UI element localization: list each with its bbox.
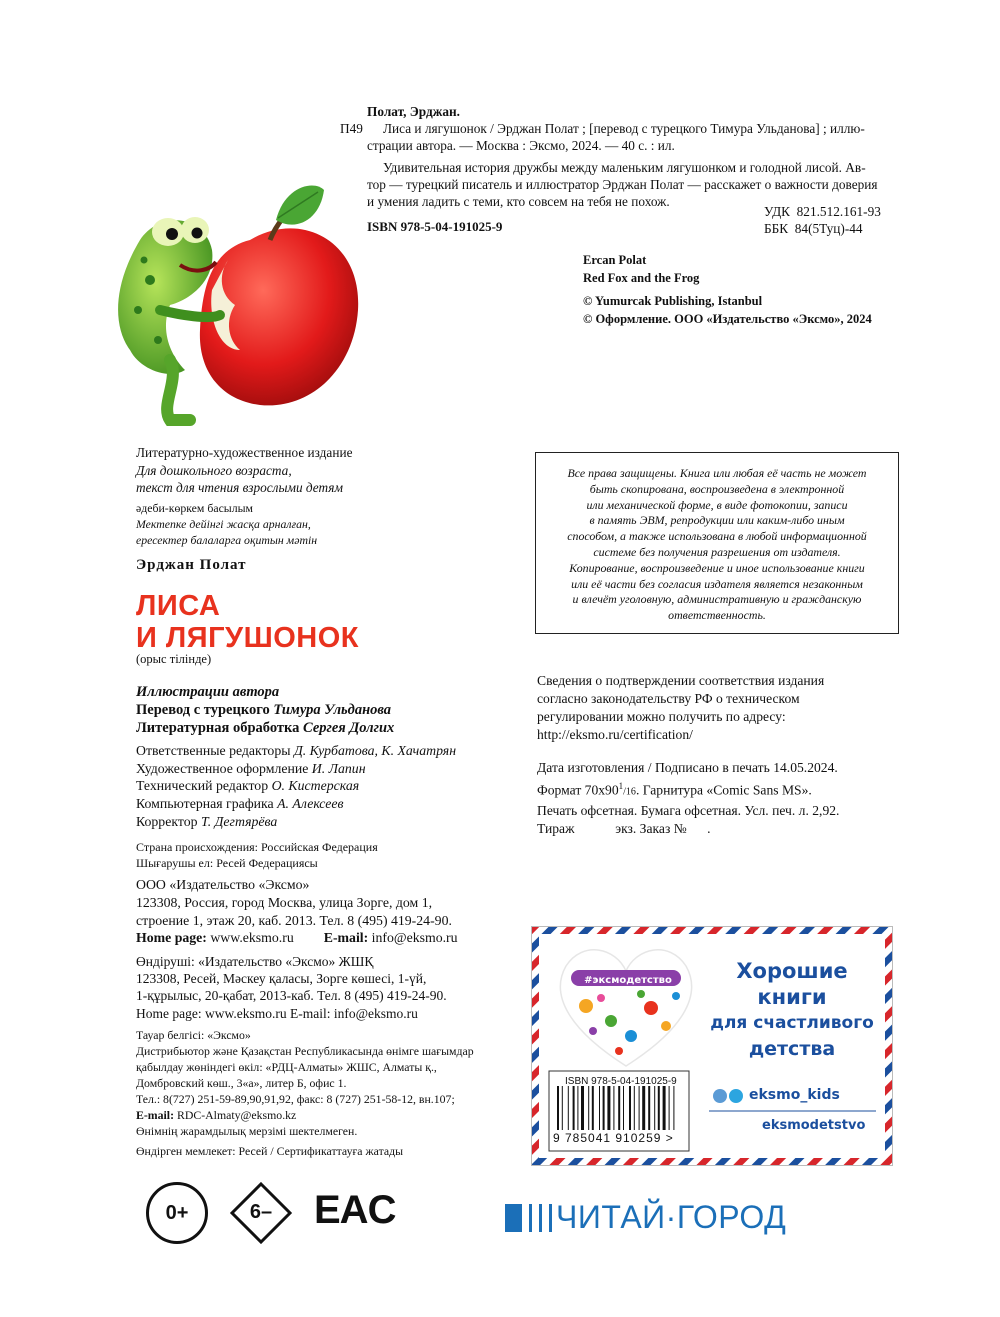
email-label: E-mail: bbox=[323, 930, 369, 946]
biblio-author-heading: Полат, Эрджан. bbox=[367, 104, 460, 119]
kz-publisher-name: Өндіруші: «Издательство «Эксмо» ЖШҚ bbox=[136, 954, 374, 969]
barcode-bar bbox=[629, 1086, 631, 1130]
barcode-bar bbox=[577, 1086, 578, 1130]
copyright-line: © Оформление. ООО «Издательство «Эксмо», 2024 bbox=[583, 311, 872, 326]
print-format bbox=[537, 777, 907, 802]
translation-credit bbox=[136, 701, 394, 719]
distributor-line: Тел.: 8(727) 251-59-89,90,91,92, факс: 8 (727) 251-58-12, вн.107; bbox=[136, 1092, 455, 1106]
book-author: Эрджан Полат bbox=[136, 557, 247, 573]
ad-slogan bbox=[699, 958, 885, 1062]
catalog-code: П49 bbox=[340, 121, 363, 136]
retailer-logo-bar bbox=[529, 1204, 532, 1232]
editing-label: Литературная обработка bbox=[136, 720, 304, 736]
email-link[interactable]: info@eksmo.ru bbox=[368, 930, 458, 946]
staff-role: Художественное оформление bbox=[136, 760, 312, 776]
rights-line: или её части без согласия издателя является незаконным bbox=[571, 576, 863, 591]
barcode-bar bbox=[618, 1086, 620, 1130]
biblio-record-line: Лиса и лягушонок / Эрджан Полат ; [перевод с турецкого Тимура Ульданова] ; иллю- bbox=[383, 121, 865, 136]
barcode-bar bbox=[613, 1086, 614, 1130]
barcode-bar bbox=[642, 1086, 645, 1130]
rights-line: или механической форме, в виде фотокопии, записи bbox=[586, 497, 848, 512]
distributor-block bbox=[136, 1027, 474, 1159]
home-label: Home page: bbox=[136, 930, 207, 946]
barcode-bar bbox=[663, 1086, 666, 1130]
retailer-logo-bar bbox=[539, 1204, 542, 1232]
email-label: E-mail: bbox=[136, 1108, 175, 1122]
staff-role: Корректор bbox=[136, 813, 201, 829]
distributor-line: Дистрибьютор және Қазақстан Республикасында өнімге шағымдар bbox=[136, 1044, 474, 1058]
certification-block bbox=[537, 672, 907, 744]
barcode-bar bbox=[669, 1086, 670, 1130]
print-run: Тираж экз. Заказ № . bbox=[537, 820, 711, 836]
staff-item bbox=[136, 760, 456, 778]
barcode-bar bbox=[648, 1086, 650, 1130]
distributor-email bbox=[136, 1107, 474, 1123]
classification-codes bbox=[764, 203, 881, 237]
barcode-bar bbox=[557, 1086, 559, 1130]
ad-hashtag: #эксмодетство bbox=[584, 975, 672, 986]
slogan-line: Хорошие bbox=[736, 959, 848, 983]
publisher-contacts bbox=[136, 929, 458, 947]
distributor-line: Домбровский көш., 3«а», литер Б, офис 1. bbox=[136, 1076, 347, 1090]
barcode-bar bbox=[568, 1086, 569, 1130]
edition-type: Литературно-художественное издание bbox=[136, 445, 353, 460]
translator-name: Тимура Ульданова bbox=[273, 702, 392, 718]
original-title: Red Fox and the Frog bbox=[583, 270, 700, 285]
barcode-bar bbox=[592, 1086, 594, 1130]
book-title bbox=[136, 590, 359, 654]
certification-line: согласно законодательству РФ о техническом bbox=[537, 691, 800, 706]
biblio-annotation-line: тор — турецкий писатель и иллюстратор Эрджан Полат — расскажет о важности доверия bbox=[367, 177, 878, 192]
isbn-text: ISBN 978-5-04-191025-9 bbox=[367, 219, 503, 234]
rights-line: способом, а также использована в любой информационной bbox=[567, 529, 867, 544]
rights-line: в память ЭВМ, репродукции или каким-либо иным bbox=[589, 513, 845, 528]
edition-age: Для дошкольного возраста, bbox=[136, 462, 292, 478]
format-sup: 1 bbox=[618, 781, 624, 791]
kz-publisher-address: 1-құрылыс, 20-қабат, 2013-каб. Тел. 8 (495) 419-24-90. bbox=[136, 988, 447, 1004]
social-handle-kids[interactable]: eksmo_kids bbox=[749, 1087, 840, 1103]
age-rating-text: 6– bbox=[249, 1201, 273, 1223]
barcode-bar bbox=[607, 1086, 610, 1130]
staff-name: А. Алексеев bbox=[277, 796, 344, 812]
rights-notice bbox=[535, 452, 899, 634]
staff-role: Ответственные редакторы bbox=[136, 743, 294, 758]
editing-credit bbox=[136, 719, 394, 737]
retailer-logo-block bbox=[505, 1204, 522, 1232]
publisher-address: строение 1, этаж 20, каб. 2013. Тел. 8 (495) 419-24-90. bbox=[136, 912, 452, 928]
barcode-bar bbox=[654, 1086, 655, 1130]
staff-name: Т. Дегтярёва bbox=[200, 813, 278, 829]
edition-type-block bbox=[136, 444, 516, 548]
slogan-line: книги bbox=[757, 985, 827, 1009]
certification-line: регулировании можно получить по адресу: bbox=[537, 709, 786, 724]
barcode-bar bbox=[562, 1086, 563, 1130]
rights-line: Все права защищены. Книга или любая её часть не может bbox=[567, 466, 867, 480]
barcode-isbn: ISBN 978-5-04-191025-9 bbox=[565, 1076, 677, 1087]
book-title-line: ЛИСА bbox=[136, 590, 221, 622]
original-edition-info bbox=[583, 252, 872, 328]
staff-item bbox=[136, 795, 456, 813]
print-info-block bbox=[537, 759, 907, 838]
distributor-line: қабылдау жөніндегі өкіл: «РДЦ-Алматы» ЖШС, Алматы қ., bbox=[136, 1060, 437, 1074]
origin-ru: Страна происхождения: Российская Федерация bbox=[136, 840, 378, 854]
certification-line: Сведения о подтверждении соответствия издания bbox=[537, 673, 825, 688]
kz-edition-age: ересектер балаларга оқитын мәтін bbox=[136, 532, 318, 547]
staff-name: О. Кистерская bbox=[271, 778, 360, 794]
format-sub: /16 bbox=[623, 786, 636, 798]
promo-envelope bbox=[531, 926, 893, 1166]
original-author: Ercan Polat bbox=[583, 253, 647, 267]
origin-kz: Шығарушы ел: Ресей Федерациясы bbox=[136, 856, 318, 870]
barcode-bar bbox=[673, 1086, 674, 1130]
rights-line: и влечёт уголовную, административную и гражданскую bbox=[572, 592, 862, 607]
social-handle-detstvo[interactable]: eksmodetstvo bbox=[762, 1118, 866, 1133]
kz-publisher-block bbox=[136, 953, 447, 1022]
barcode-bar bbox=[573, 1086, 575, 1130]
barcode-bar bbox=[581, 1086, 584, 1130]
kz-publisher-contacts: Home page: www.eksmo.ru E-mail: info@eksmo.ru bbox=[136, 1005, 418, 1021]
rights-line: ответственность. bbox=[668, 608, 766, 623]
production-country: Өндірген мемлекет: Ресей / Сертификаттауға жатады bbox=[136, 1144, 404, 1158]
slogan-line: детства bbox=[748, 1038, 836, 1060]
staff-role: Технический редактор bbox=[136, 778, 272, 794]
format-value: Формат 70x90 bbox=[537, 782, 619, 798]
language-note: (орыс тілінде) bbox=[136, 652, 212, 666]
biblio-annotation-line: и умения ладить с теми, кто совсем на тебя не похож. bbox=[367, 194, 670, 209]
kz-publisher-address: 123308, Ресей, Мәскеу қаласы, Зорге көшесі, 1-үй, bbox=[136, 971, 427, 987]
print-paper: Печать офсетная. Бумага офсетная. Усл. печ. л. 2,92. bbox=[537, 802, 840, 818]
staff-name: Д. Курбатова, К. Хачатрян bbox=[293, 743, 457, 758]
rights-line: быть скопирована, воспроизведена в электронной bbox=[589, 481, 845, 496]
eac-text: EAC bbox=[314, 1188, 396, 1232]
print-date: Дата изготовления / Подписано в печать 14.05.2024. bbox=[537, 760, 838, 775]
barcode-bar bbox=[623, 1086, 624, 1130]
home-link[interactable]: www.eksmo.ru bbox=[206, 930, 294, 946]
rights-line: системе без получения разрешения от издателя. bbox=[593, 544, 841, 559]
retailer-name: ЧИТАЙ·ГОРОД bbox=[556, 1199, 787, 1235]
eac-mark bbox=[314, 1188, 395, 1232]
email-link[interactable]: RDC-Almaty@eksmo.kz bbox=[174, 1108, 297, 1122]
format-font: . Гарнитура «Comic Sans MS». bbox=[635, 782, 812, 798]
barcode-bar bbox=[639, 1086, 640, 1130]
age-rating-diamond bbox=[230, 1182, 292, 1244]
barcode-bar bbox=[634, 1086, 635, 1130]
retailer-logo bbox=[505, 1199, 786, 1236]
certification-url[interactable]: http://eksmo.ru/certification/ bbox=[537, 727, 693, 742]
trademark: Тауар белгісі: «Эксмо» bbox=[136, 1028, 251, 1042]
staff-name: И. Лапин bbox=[311, 760, 366, 776]
biblio-record-line: страции автора. — Москва : Эксмо, 2024. — 40 с. : ил. bbox=[367, 138, 675, 153]
book-title-line: И ЛЯГУШОНОК bbox=[136, 622, 359, 654]
origin-country bbox=[136, 839, 378, 871]
bibliographic-record bbox=[367, 103, 899, 210]
staff-role: Компьютерная графика bbox=[136, 796, 278, 812]
validity-note: Өнімнің жарамдылық мерзімі шектелмеген. bbox=[136, 1124, 358, 1138]
illustrations-credit: Иллюстрации автора bbox=[136, 684, 280, 700]
copyright-line: © Yumurcak Publishing, Istanbul bbox=[583, 294, 763, 308]
publisher-block bbox=[136, 876, 458, 947]
age-rating-badge: 0+ bbox=[146, 1182, 208, 1244]
staff-item bbox=[136, 742, 456, 760]
slogan-line: для счастливого bbox=[710, 1013, 874, 1033]
barcode-bar bbox=[588, 1086, 589, 1130]
barcode-bar bbox=[658, 1086, 660, 1130]
bbk-code: ББК 84(5Туц)-44 bbox=[764, 221, 863, 236]
edition-age: текст для чтения взрослыми детям bbox=[136, 480, 343, 495]
translation-label: Перевод с турецкого bbox=[136, 702, 274, 718]
staff-list bbox=[136, 742, 456, 831]
kz-edition-age: Мектепке дейінгі жасқа арналған, bbox=[136, 516, 311, 531]
biblio-annotation-line: Удивительная история дружбы между маленьким лягушонком и голодной лисой. Ав- bbox=[383, 160, 866, 175]
barcode-bar bbox=[599, 1086, 600, 1130]
staff-item bbox=[136, 777, 456, 795]
udk-code: УДК 821.512.161-93 bbox=[764, 204, 881, 219]
frog-apple-illustration bbox=[100, 180, 370, 430]
rights-line: Копирование, воспроизведение и иное использование книги bbox=[569, 560, 865, 575]
staff-item bbox=[136, 813, 456, 831]
editor-name: Сергея Долгих bbox=[303, 720, 395, 736]
credits-block bbox=[136, 683, 394, 737]
barcode-bar bbox=[603, 1086, 605, 1130]
barcode-digits: 9 785041 910259 > bbox=[553, 1131, 674, 1145]
retailer-logo-bar bbox=[549, 1204, 552, 1232]
kz-edition-type: әдеби-көркем басылым bbox=[136, 500, 254, 515]
publisher-name: ООО «Издательство «Эксмо» bbox=[136, 877, 310, 892]
publisher-address: 123308, Россия, город Москва, улица Зорге, дом 1, bbox=[136, 894, 433, 910]
